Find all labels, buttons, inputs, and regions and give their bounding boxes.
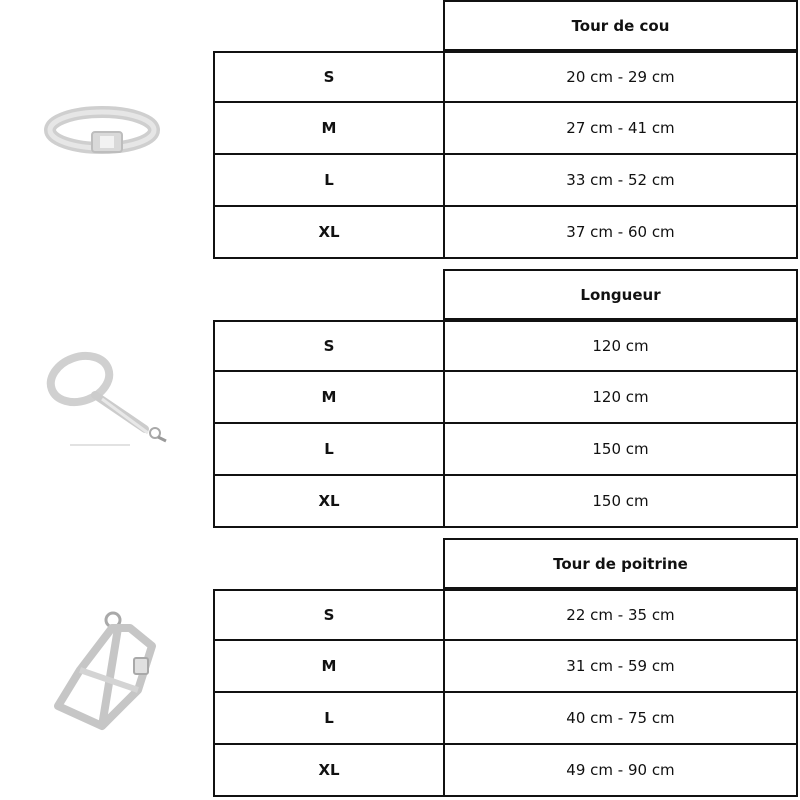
table-row (213, 103, 800, 155)
size-cell: M (213, 370, 445, 424)
table-row (213, 51, 800, 103)
harness-icon (40, 598, 180, 738)
size-cell: L (213, 691, 445, 745)
value-cell: 40 cm - 75 cm (443, 691, 798, 745)
leash-icon (40, 329, 180, 469)
table-header: Tour de poitrine (443, 538, 798, 589)
size-cell: M (213, 639, 445, 693)
value-cell: 33 cm - 52 cm (443, 153, 798, 207)
value-cell: 37 cm - 60 cm (443, 205, 798, 259)
table-row (213, 424, 800, 476)
table-row (213, 320, 800, 372)
table-row (213, 372, 800, 424)
size-cell: S (213, 51, 445, 103)
size-cell: XL (213, 743, 445, 797)
size-cell: XL (213, 474, 445, 528)
value-cell: 31 cm - 59 cm (443, 639, 798, 693)
table-row (213, 693, 800, 745)
table-row (213, 155, 800, 207)
size-cell: S (213, 589, 445, 641)
size-table (213, 589, 800, 797)
table-header: Tour de cou (443, 0, 798, 51)
table-row (213, 476, 800, 528)
value-cell: 150 cm (443, 422, 798, 476)
table-row (213, 589, 800, 641)
value-cell: 27 cm - 41 cm (443, 101, 798, 155)
table-row (213, 207, 800, 259)
collar-size-section (0, 0, 800, 262)
value-cell: 20 cm - 29 cm (443, 51, 798, 103)
table-row (213, 641, 800, 693)
value-cell: 49 cm - 90 cm (443, 743, 798, 797)
value-cell: 120 cm (443, 370, 798, 424)
value-cell: 150 cm (443, 474, 798, 528)
table-row (213, 745, 800, 797)
size-cell: S (213, 320, 445, 372)
collar-icon (40, 60, 180, 200)
size-table (213, 320, 800, 528)
table-header: Longueur (443, 269, 798, 320)
leash-size-section (0, 269, 800, 531)
harness-size-section (0, 538, 800, 800)
value-cell: 120 cm (443, 320, 798, 372)
size-cell: L (213, 422, 445, 476)
size-cell: M (213, 101, 445, 155)
value-cell: 22 cm - 35 cm (443, 589, 798, 641)
size-cell: L (213, 153, 445, 207)
size-cell: XL (213, 205, 445, 259)
size-table (213, 51, 800, 259)
